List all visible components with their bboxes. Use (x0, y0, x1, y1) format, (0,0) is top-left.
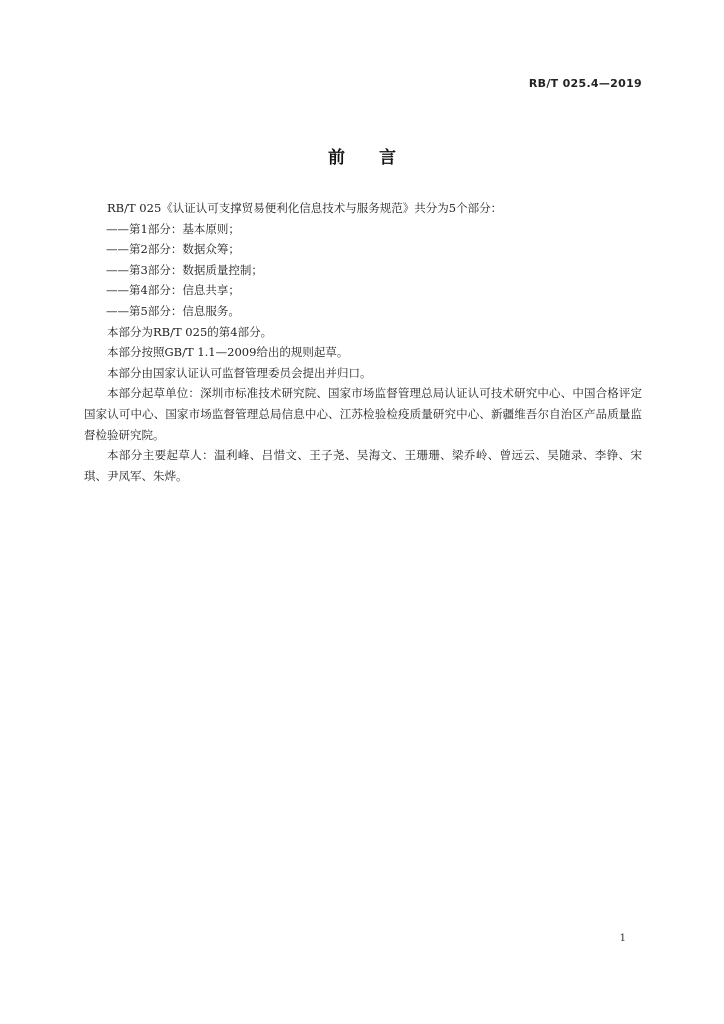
list-item-part-3: ——第3部分：数据质量控制； (106, 262, 263, 277)
document-code: RB/T 025.4—2019 (528, 77, 642, 90)
part-statement-paragraph: 本部分为RB/T 025的第4部分。 (107, 324, 273, 339)
page-number: 1 (619, 933, 626, 944)
list-item-part-2: ——第2部分：数据众筹； (106, 242, 240, 257)
drafters-paragraph: 本部分主要起草人：温利峰、吕惜文、王子尧、吴海文、王珊珊、梁乔岭、曾远云、吴随录、李铮、宋琪、尹凤军、朱烨。 (84, 448, 642, 483)
proposer-paragraph: 本部分由国家认证认可监督管理委员会提出并归口。 (107, 365, 372, 380)
page-title: 前言 (328, 148, 430, 168)
list-item-part-1: ——第1部分：基本原则； (106, 221, 240, 236)
intro-paragraph: RB/T 025《认证认可支撑贸易便利化信息技术与服务规范》共分为5个部分： (107, 201, 503, 215)
drafting-units-paragraph: 本部分起草单位：深圳市标准技术研究院、国家市场监督管理总局认证认可技术研究中心、中国合格评定国家认可中心、国家市场监督管理总局信息中心、江苏检验检疫质量研究中心、新疆维吾尔自治区产品质量监督检验研究院。 (84, 386, 642, 442)
list-item-part-5: ——第5部分：信息服务。 (106, 303, 240, 318)
list-item-part-4: ——第4部分：信息共享； (106, 283, 240, 298)
drafting-rule-paragraph: 本部分按照GB/T 1.1—2009给出的规则起草。 (107, 345, 349, 360)
foreword-body (84, 198, 642, 486)
